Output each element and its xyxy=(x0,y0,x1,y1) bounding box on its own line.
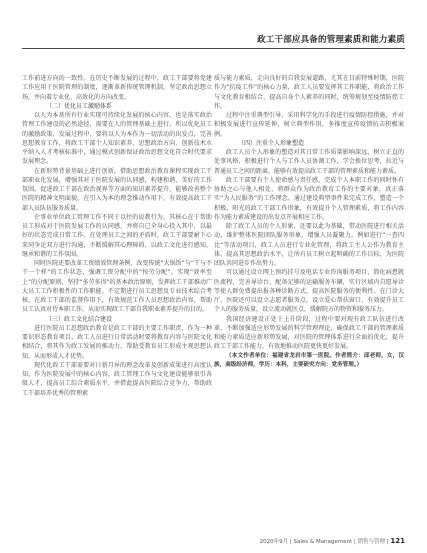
header-title: 政工干部应具备的管理素质和能力素质 xyxy=(257,35,405,45)
left-column xyxy=(22,74,212,534)
body-paragraph: 可以通过设立网上预约挂号及电话专业咨询服务项目，简化病患就医流程，完善导诊台，配备足够的运输服务车辆，实行区域内自愿导诊等使人群免费提出报各种诊断方式，提高医院服务的便利性。在门诊大厅，医院还可以设立志愿者服务点，设立爱心帮扶窗口，有效提升员工个人的服务质量，设立流动就医点，缓解院方的物资和服务压力。 xyxy=(214,269,404,314)
body-paragraph: 质与能力素质，走向良好的自我发展道路，尤其在目前特殊时期，医院作为“抗疫工作”的核心力量，政工人员要发挥其工作职能，将政治工作与文化教育相结合，提高自身个人素养的同时，统筹规划至疫情防控工作。 xyxy=(214,75,404,110)
body-paragraph: 同时医院还要改革工资绩效管理条例，改变传统“大锅饭”与“干与不干一个样”的工作状态，强调工资分配中的“按劳分配”，实现“效率至上”的分配原则，坚持“多劳多得”的基本政治原则，发挥政工干部推动广大员工工作积极性的工作职能。不定期进行员工思想及专业技术综合考核，在政工干部的监督作用下，有效规范工作人员思想政治内容，帮助员工认真对待本职工作，从而实现政工干部自我职业素养提升的目的。 xyxy=(22,260,212,314)
section-heading: （四）注重个人形象塑造 xyxy=(238,139,305,147)
body-paragraph: 工作前进方向的一致性。在历史不断发展的过程中，政工干部要将党建工作应用于医院管理的制度，逐渐革新传统管理机制，坚定政治思想立场，并向着专业化、高效化的方向改变。 xyxy=(22,75,212,101)
body-paragraph: 以人为本基所有行业实现可持续化发展的核心内容，也是落实政治管理工作建设的必然途径，需要在人的管理基础上进行。所以优化员工的激励政策，发展过程中，要将以人为本作为一切活动的出发点，完善思想教育工作，将政工干部个人知识素养、思想政治方向、创新技术水平纳入人才考核标准中，通过模式创新保证政治思想文化符合时代要求发展理念。 xyxy=(22,112,212,166)
body-paragraph: 过程中注重典型引导，采用科学化的手段进行疫情防控措施，并对积极发展进行宣传延伸，树立典型作用，多推度宣传疫情抗击积极案例。 xyxy=(214,112,404,138)
body-paragraph: 政工干部要有个人使命感与责任感，完成个人本职工作的同时怀有协助之心与他人相处，将群众作为政治教育工作的主要对象，真正落实“为人民服务”的工作理念。通过建设典型事件来完成工作，塑造一个积极、阳光的政工干部工作形象，有效提升个人管理素质，将工作内容作为能力素质建设的出发点开展相应工作。 xyxy=(214,176,404,221)
right-column xyxy=(214,74,404,534)
section-heading: （三）政工文化结合建设 xyxy=(46,315,113,323)
author-note: （本文作者单位：福建省龙岩市第一医院。作者简介：邱老师，女，汉族，高级经济师，学历：本科，主要研究方向：党务管理。） xyxy=(214,352,404,368)
page-footer xyxy=(260,537,405,545)
page-header xyxy=(22,30,405,49)
body-paragraph: 在新形势背景基础上进行创新，借助思想政治教育课程实现政工干部职业化发展，增强其对于医院发展的认同感，构建和谐、美好的工作氛围。促进政工干部在政治视界等方面的知识素养提升，能够改善整个医院的精神文明面貌。在引入为本的理念推动作用下，有效提高政工干部人员队伍服务质量。 xyxy=(22,167,212,212)
page-number: 121 xyxy=(390,537,405,545)
body-paragraph: 政工人员个人形象的塑造对其日常工作质量影响深远，树立正直的处事风格，积极进行个人与工作人员协调工作，学会换位思考，拉近与普通员工之间的距离，能够有效提高政工干部的管理素质和能力素质。 xyxy=(214,149,404,175)
body-paragraph: 我国经济建设正处于上升阶段，过程中要对现有政工队伍进行改革，不断加强适应形势发展的科学管理理论，确保政工干部的管理素质和能力素质适应新形势发展，对医院的管理体系进行全面的优化，提升政工干部工作能力，有效地推动医院更快更好发展。 xyxy=(214,315,404,351)
body-paragraph: 企事业单位政工管理工作不同于以往的说教行为，其核心在于帮助员工形成对于医院发展工作的认同感，并将自己全身心投入其中，以最好的状态完成日常工作。在处理员工之间的矛盾时，政工干部要耐下心来同争论双方进行沟通，不断缓解其心理障碍，以政工文化进行感知，继承和谐的工作氛围。 xyxy=(22,213,212,258)
issue-label: 2020年9月 | Sales & Management | 销售与管理 | xyxy=(259,539,389,545)
body-paragraph: 进行医院员工思想政治教育是政工干部的主要工作职责，作为一种要识形态教育项目，政工人员进行日常活动时要将教育内容与医院文化相结合，将其作为政工发展的推动力，帮助受教育员工形成主观思想认知，从而形成人才优势。 xyxy=(22,324,212,360)
section-heading: （二）优化员工激励体系 xyxy=(46,102,113,110)
body-paragraph: 除了政工人员的个人形象，还要以此为基础，带动医院进行相关活动，维护整体医院团队服务形象，增强人员凝聚力。例如进行“一查四比”等活动项目，政工人员进行专业化管理，将政工主人公作为教育主体，提高其思想政治水平，让所有员工树立起明确的工作目标，为医院团队共同进步作出努力。 xyxy=(214,223,404,267)
body-paragraph: 现代化政工干部需要对日新月异的理念改革及创新成果进行高度认知，作为医院发展中的核心内容，政工管理工作与文化建设能够很引各级人才，提高员工综合素质水平，并借此提高医院综合竞争力，帮助政工干部培养优秀的管理素 xyxy=(22,361,212,397)
